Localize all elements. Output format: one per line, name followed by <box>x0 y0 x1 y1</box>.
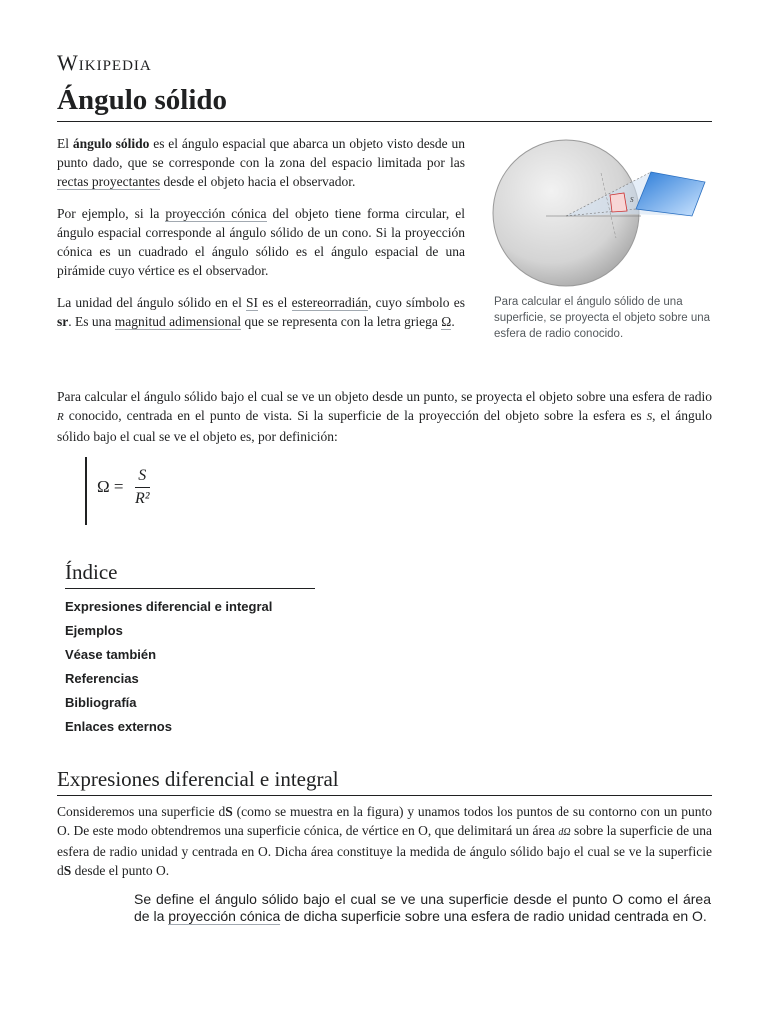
text: Para calcular el ángulo sólido bajo el cual se ve un objeto desde un punto, se proyecta el objeto sobre una esfera de radio <box>57 389 712 404</box>
label-s: S <box>630 196 634 204</box>
formula-lhs: Ω = <box>97 477 124 496</box>
toc-item-vease-tambien[interactable]: Véase también <box>65 647 157 662</box>
section-heading: Expresiones diferencial e integral <box>57 767 712 796</box>
symbol-domega: dΩ <box>558 827 571 838</box>
text: (como se muestra en la figura) y unamos todos los puntos de su contorno con un punto O. De este modo obtendremos una superficie cónica, de vértice en O, que delimitará un área <box>57 804 712 838</box>
formula-denominator: R² <box>135 490 150 507</box>
text: que se representa con la letra griega <box>241 314 442 329</box>
toc-item-enlaces-externos[interactable]: Enlaces externos <box>65 719 172 734</box>
formula-block <box>85 457 267 525</box>
text: . Es una <box>68 314 115 329</box>
symbol-r: R <box>57 411 64 423</box>
wikipedia-wordmark[interactable]: Wikipedia <box>57 50 152 75</box>
intro-section <box>57 134 465 344</box>
text: del objeto tiene forma circular, el ángulo espacial corresponde al ángulo sólido de un cono. Si la proyección cónica es un cuadrado el ángulo sólido es el ángulo espacial de una pirámide cuyo vértice es el observador. <box>57 206 465 278</box>
intro-paragraph-1 <box>57 134 465 191</box>
text: conocido, centrada en el punto de vista. Si la superficie de la proyección del objeto sobre la esfera es <box>63 408 647 423</box>
bold-term: ángulo sólido <box>72 136 150 151</box>
text: Se define el ángulo sólido bajo el cual se ve una superficie desde el punto O como el área de la <box>134 891 711 924</box>
text: Por ejemplo, si la <box>57 206 166 221</box>
link-proyeccion-conica[interactable]: proyección cónica <box>165 206 267 221</box>
toc-item-expresiones[interactable]: Expresiones diferencial e integral <box>65 599 273 614</box>
table-of-contents <box>65 560 315 739</box>
paragraph <box>57 802 712 880</box>
toc-item-bibliografia[interactable]: Bibliografía <box>65 695 137 710</box>
text: desde el punto O. <box>71 863 170 878</box>
toc-item-ejemplos[interactable]: Ejemplos <box>65 623 123 638</box>
fraction-bar <box>135 487 150 488</box>
link-estereorradian[interactable]: estereorradián <box>291 295 369 310</box>
text: La unidad del ángulo sólido en el <box>57 295 247 310</box>
text: es el ángulo espacial que abarca un objeto visto desde un punto dado, que se corresponde con la zona del espacio limitada por las <box>57 136 465 170</box>
symbol-s: S <box>646 411 653 423</box>
text: es el <box>258 295 292 310</box>
bold-s: S <box>63 863 72 878</box>
text: . <box>451 314 455 329</box>
intro-paragraph-3 <box>57 293 465 331</box>
formula-numerator: S <box>138 467 147 484</box>
figure-caption: Para calcular el ángulo sólido de una superficie, se proyecta el objeto sobre una esfera de radio conocido. <box>494 296 711 340</box>
figure-solid-angle <box>491 138 713 342</box>
projected-area <box>610 193 627 212</box>
section-paragraph <box>57 802 712 880</box>
definition-quote <box>134 891 711 925</box>
link-si[interactable]: SI <box>246 295 259 310</box>
page-title: Ángulo sólido <box>57 84 712 122</box>
text: , cuyo símbolo es <box>368 295 465 310</box>
text: Consideremos una superficie d <box>57 804 226 819</box>
formula-fraction <box>135 467 150 508</box>
text: de dicha superficie sobre una esfera de radio unidad centrada en O. <box>280 908 707 924</box>
solid-angle-illustration[interactable] <box>491 138 713 288</box>
text: desde el objeto hacia el observador. <box>160 174 356 189</box>
text: sobre la superficie de una esfera de radio unidad y centrada en O. Dicha área constituye la medida de ángulo sólido bajo el cual se ve la superficie d <box>57 823 712 878</box>
link-omega[interactable]: Ω <box>441 314 452 329</box>
definition-paragraph <box>57 387 712 446</box>
text: , el ángulo sólido bajo el cual se ve el objeto es, por definición: <box>57 408 712 444</box>
bold-s: S <box>225 804 233 819</box>
toc-title: Índice <box>65 560 315 589</box>
link-rectas-proyectantes[interactable]: rectas proyectantes <box>57 174 161 189</box>
link-proyeccion-conica-2[interactable]: proyección cónica <box>168 908 281 924</box>
paragraph <box>57 387 712 446</box>
intro-paragraph-2 <box>57 204 465 280</box>
text: El <box>57 136 73 151</box>
link-magnitud-adimensional[interactable]: magnitud adimensional <box>114 314 242 329</box>
toc-item-referencias[interactable]: Referencias <box>65 671 139 686</box>
unit-symbol: sr <box>57 314 69 329</box>
